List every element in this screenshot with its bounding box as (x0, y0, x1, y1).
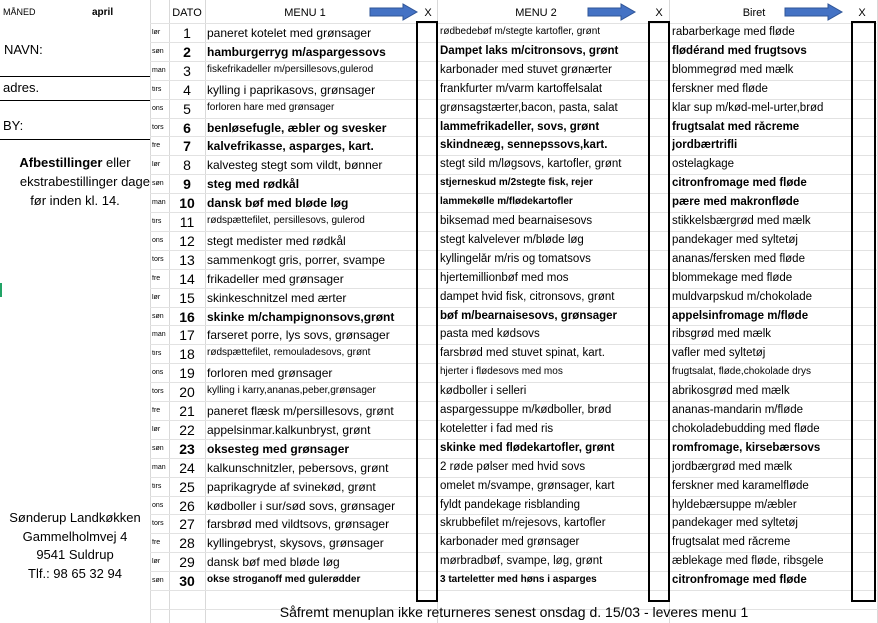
day-number: 27 (179, 516, 195, 533)
dessert-dish[interactable]: jordbærgrød med mælk (672, 460, 793, 473)
dessert-dish[interactable]: citronfromage med fløde (672, 574, 807, 587)
menu1-dish[interactable]: rødspættefilet, persillesovs, gulerod (207, 215, 365, 226)
day-number: 18 (179, 346, 195, 363)
dessert-dish[interactable]: romfromage, kirsebærsovs (672, 441, 821, 454)
dessert-dish[interactable]: rabarberkage med fløde (672, 26, 795, 38)
arrow-right-icon (784, 3, 844, 21)
menu2-dish[interactable]: pasta med kødsovs (440, 328, 540, 341)
day-number: 3 (183, 62, 191, 79)
weekday-label: lør (152, 293, 161, 301)
dessert-select-column[interactable] (851, 21, 876, 602)
weekday-label: man (152, 199, 166, 207)
grid-line (205, 0, 206, 623)
order-note-line3: før inden kl. 14. (30, 193, 120, 208)
menu2-dish[interactable]: koteletter i fad med ris (440, 422, 554, 435)
day-number: 22 (179, 421, 195, 438)
menu2-dish[interactable]: Dampet laks m/citronsovs, grønt (440, 44, 619, 57)
grid-row-line (150, 231, 878, 232)
weekday-label: fre (152, 407, 161, 414)
grid-row-line (150, 61, 878, 62)
grid-row-line (150, 80, 878, 81)
arrow-right-icon (369, 3, 419, 21)
grid-row-line (150, 401, 878, 402)
x1-header: X (424, 7, 432, 19)
city-underline (0, 139, 150, 140)
menu1-dish[interactable]: benløsefugle, æbler og svesker (207, 120, 387, 135)
grid-row-line (150, 269, 878, 270)
order-note-line1: Afbestillinger eller (19, 155, 131, 170)
name-underline (0, 76, 150, 77)
weekday-label: ons (152, 104, 164, 112)
dessert-dish[interactable]: flødérand med frugtsovs (672, 44, 807, 57)
weekday-label: ons (152, 501, 164, 509)
dato-header: DATO (172, 7, 202, 19)
grid-row-line (150, 288, 878, 289)
day-number: 14 (179, 270, 195, 287)
day-number: 4 (183, 81, 191, 98)
menu2-dish[interactable]: dampet hvid fisk, citronsovs, grønt (440, 290, 615, 303)
menu2-dish[interactable]: bøf m/bearnaisesovs, grønsager (440, 309, 618, 322)
weekday-label: søn (152, 312, 164, 320)
menu1-dish[interactable]: farseret porre, lys sovs, grønsager (207, 328, 390, 343)
menu2-dish[interactable]: fyldt pandekage risblanding (440, 498, 581, 511)
menu2-dish[interactable]: karbonader med grønsager (440, 536, 580, 549)
dessert-dish[interactable]: jordbærtrifli (672, 139, 738, 152)
dessert-dish[interactable]: pandekager med syltetøj (672, 517, 798, 530)
weekday-label: fre (152, 142, 161, 150)
dessert-dish[interactable]: stikkelsbærgrød med mælk (672, 215, 811, 227)
day-number: 26 (179, 497, 195, 514)
day-number: 25 (179, 478, 195, 495)
grid-row-line (150, 118, 878, 119)
grid-row-line (150, 552, 878, 553)
day-number: 8 (183, 157, 191, 174)
menu1-dish[interactable]: kylling i karry,ananas,peber,grønsager (207, 385, 376, 397)
company-city: 9541 Suldrup (36, 547, 114, 562)
menu2-dish[interactable]: skrubbefilet m/rejesovs, kartofler (440, 517, 606, 530)
menu2-dish[interactable]: 3 tarteletter med høns i asparges (440, 574, 597, 586)
day-number: 1 (183, 25, 191, 41)
day-number: 23 (179, 440, 195, 457)
menu2-dish[interactable]: grønsagstærter,bacon, pasta, salat (440, 101, 618, 114)
menu1-dish[interactable]: dansk bøf med bløde løg (207, 196, 349, 211)
selection-marker (0, 283, 2, 297)
menu1-dish[interactable]: forloren med grønsager (207, 366, 333, 381)
weekday-label: tirs (152, 85, 162, 93)
menu2-select-column[interactable] (648, 21, 670, 602)
weekday-label: søn (152, 444, 164, 452)
dessert-dish[interactable]: chokoladebudding med fløde (672, 422, 820, 435)
grid-row-line (150, 514, 878, 515)
grid-row-line (150, 590, 878, 591)
weekday-label: tirs (152, 482, 162, 490)
menu1-dish[interactable]: skinke m/champignonsovs,grønt (207, 309, 395, 324)
grid-row-line (150, 23, 878, 24)
weekday-label: søn (152, 180, 164, 188)
footer-note: Såfremt menuplan ikke returneres senest onsdag d. 15/03 - leveres menu 1 (279, 604, 749, 620)
day-number: 20 (179, 384, 195, 401)
menu1-dish[interactable]: appelsinmar.kalkunbryst, grønt (207, 422, 371, 437)
dessert-dish[interactable]: klar sup m/kød-mel-urter,brød (672, 101, 824, 114)
month-value[interactable]: april (92, 7, 114, 18)
x2-header: X (655, 7, 663, 19)
dessert-dish[interactable]: frugtsalat med råcreme (672, 120, 800, 133)
grid-row-line (150, 307, 878, 308)
day-number: 24 (179, 459, 195, 476)
dessert-dish[interactable]: ostelagkage (672, 158, 735, 171)
menu1-dish[interactable]: frikadeller med grønsager (207, 271, 344, 286)
day-number: 7 (183, 138, 191, 155)
company-name: Sønderup Landkøkken (9, 510, 141, 525)
grid-row-line (150, 477, 878, 478)
day-number: 12 (179, 232, 195, 249)
dessert-dish[interactable]: ferskner med karamelfløde (672, 479, 809, 492)
weekday-label: tors (152, 123, 164, 131)
menu1-dish[interactable]: okse stroganoff med gulerødder (207, 574, 361, 586)
day-number: 21 (179, 403, 195, 419)
menu1-dish[interactable]: kalvesteg stegt som vildt, bønner (207, 158, 383, 173)
grid-row-line (150, 344, 878, 345)
grid-row-line (150, 250, 878, 251)
dessert-dish[interactable]: pandekager med syltetøj (672, 233, 798, 246)
menu1-dish[interactable]: rødspættefilet, remouladesovs, grønt (207, 347, 371, 359)
menu2-dish[interactable]: aspargessuppe m/kødboller, brød (440, 404, 612, 416)
weekday-label: søn (152, 47, 164, 55)
day-number: 16 (179, 308, 195, 325)
arrow-right-icon (587, 3, 637, 21)
day-number: 17 (179, 327, 195, 344)
menu2-dish[interactable]: stegt kalvelever m/bløde løg (440, 233, 584, 246)
day-number: 29 (179, 554, 195, 571)
day-number: 6 (183, 119, 191, 136)
menu1-dish[interactable]: dansk bøf med bløde løg (207, 555, 340, 570)
dessert-dish[interactable]: pære med makronfløde (672, 196, 800, 209)
weekday-label: fre (152, 274, 161, 282)
grid-row-line (150, 212, 878, 213)
weekday-label: søn (152, 577, 164, 585)
weekday-label: tors (152, 255, 164, 263)
grid-row-line (150, 420, 878, 421)
day-number: 2 (183, 43, 191, 60)
menu2-dish[interactable]: skinke med flødekartofler, grønt (440, 441, 615, 454)
menu1-dish[interactable]: fiskefrikadeller m/persillesovs,gulerod (207, 63, 374, 75)
weekday-label: ons (152, 236, 164, 244)
day-number: 10 (179, 195, 195, 212)
day-number: 30 (179, 573, 195, 590)
day-number: 15 (179, 289, 195, 306)
menu1-select-column[interactable] (416, 21, 438, 602)
menu3-header: Biret (742, 7, 766, 19)
grid-row-line (150, 363, 878, 364)
weekday-label: tirs (152, 218, 162, 225)
menu2-dish[interactable]: farsbrød med stuvet spinat, kart. (440, 347, 605, 360)
menu1-dish[interactable]: sammenkogt gris, porrer, svampe (207, 252, 386, 267)
name-label: NAVN: (4, 42, 43, 57)
day-number: 13 (179, 251, 195, 268)
weekday-label: lør (152, 161, 161, 169)
company-street: Gammelholmvej 4 (22, 529, 128, 544)
menu1-dish[interactable]: paneret flæsk m/persillesovs, grønt (207, 404, 394, 418)
menu2-dish[interactable]: mørbradbøf, svampe, løg, grønt (440, 555, 603, 568)
grid-row-line (150, 99, 878, 100)
menu2-dish[interactable]: hjertemillionbøf med mos (440, 271, 569, 284)
company-phone: Tlf.: 98 65 32 94 (28, 566, 122, 581)
menu1-dish[interactable]: farsbrød med vildtsovs, grønsager (207, 517, 390, 532)
dessert-dish[interactable]: appelsinfromage m/fløde (672, 309, 809, 322)
menu2-dish[interactable]: lammefrikadeller, sovs, grønt (440, 120, 600, 133)
menu1-header: MENU 1 (284, 7, 326, 19)
weekday-label: lør (152, 29, 161, 36)
menu2-header: MENU 2 (515, 7, 557, 19)
menu2-dish[interactable]: biksemad med bearnaisesovs (440, 215, 593, 227)
menu2-dish[interactable]: kyllingelår m/ris og tomatsovs (440, 252, 591, 265)
menu2-dish[interactable]: stjerneskud m/2stegte fisk, rejer (440, 177, 593, 189)
day-number: 19 (179, 365, 195, 382)
weekday-label: lør (152, 425, 161, 433)
dessert-dish[interactable]: citronfromage med fløde (672, 177, 807, 190)
menu1-dish[interactable]: kyllingebryst, skysovs, grønsager (207, 536, 384, 551)
dessert-dish[interactable]: hyldebærsuppe m/æbler (672, 498, 797, 511)
menu1-dish[interactable]: kalkunschnitzler, pebersovs, grønt (207, 460, 389, 475)
menu2-dish[interactable]: hjerter i flødesovs med mos (440, 366, 563, 378)
dessert-dish[interactable]: abrikosgrød med mælk (672, 385, 790, 398)
menu1-dish[interactable]: hamburgerryg m/aspargessovs (207, 44, 386, 59)
menu1-dish[interactable]: paprikagryde af svinekød, grønt (207, 479, 376, 494)
menu1-dish[interactable]: kalvefrikasse, asparges, kart. (207, 139, 374, 154)
dessert-dish[interactable]: ferskner med fløde (672, 82, 768, 95)
menu1-dish[interactable]: steg med rødkål (207, 177, 300, 192)
menu2-dish[interactable]: 2 røde pølser med hvid sovs (440, 460, 586, 473)
month-label: MÅNED (3, 7, 36, 17)
menu2-dish[interactable]: lammekølle m/flødekartofler (440, 196, 573, 208)
weekday-label: man (152, 463, 166, 471)
menu2-dish[interactable]: skindneæg, sennepssovs,kart. (440, 139, 608, 152)
day-number: 28 (179, 535, 195, 552)
dessert-dish[interactable]: ribsgrød med mælk (672, 328, 772, 341)
grid-row-line (150, 571, 878, 572)
menu2-dish[interactable]: kødboller i selleri (440, 385, 527, 398)
grid-row-line (150, 325, 878, 326)
grid-row-line (150, 42, 878, 43)
dessert-dish[interactable]: blommegrød med mælk (672, 63, 794, 76)
dessert-dish[interactable]: blommekage med fløde (672, 271, 793, 284)
x3-header: X (858, 7, 866, 19)
dessert-dish[interactable]: æblekage med fløde, ribsgele (672, 555, 824, 568)
grid-row-line (150, 439, 878, 440)
grid-row-line (150, 174, 878, 175)
order-note-line2: ekstrabestillinger dage (19, 174, 150, 189)
grid-row-line (150, 533, 878, 534)
address-underline (0, 100, 150, 101)
grid-row-line (150, 496, 878, 497)
menu1-dish[interactable]: forloren hare med grønsager (207, 101, 335, 113)
weekday-label: man (152, 66, 166, 74)
weekday-label: lør (152, 558, 161, 566)
day-number: 9 (183, 176, 191, 193)
grid-row-line (150, 382, 878, 383)
weekday-label: tors (152, 388, 164, 396)
menu1-dish[interactable]: skinkeschnitzel med ærter (207, 290, 347, 305)
menu1-dish[interactable]: kødboller i sur/sød sovs, grønsager (207, 498, 396, 513)
grid-row-line (150, 193, 878, 194)
dessert-dish[interactable]: frugtsalat med råcreme (672, 536, 791, 549)
address-label: adres. (3, 80, 40, 95)
weekday-label: fre (152, 539, 161, 547)
grid-row-line (150, 155, 878, 156)
grid-row-line (150, 458, 878, 459)
menu1-dish[interactable]: paneret kotelet med grønsager (207, 26, 372, 40)
dessert-dish[interactable]: frugtsalat, fløde,chokolade drys (672, 366, 811, 378)
menu2-dish[interactable]: omelet m/svampe, grønsager, kart (440, 479, 615, 492)
menu2-dish[interactable]: karbonader med stuvet grønærter (440, 63, 612, 76)
dessert-dish[interactable]: muldvarpskud m/chokolade (672, 290, 812, 303)
weekday-label: ons (152, 369, 164, 377)
day-number: 5 (183, 100, 191, 117)
menu2-dish[interactable]: stegt sild m/løgsovs, kartofler, grønt (440, 158, 622, 171)
weekday-label: man (152, 331, 166, 339)
weekday-label: tirs (152, 350, 162, 358)
weekday-label: tors (152, 520, 164, 528)
dessert-dish[interactable]: ananas-mandarin m/fløde (672, 404, 804, 416)
menu1-dish[interactable]: stegt medister med rødkål (207, 233, 346, 248)
grid-row-line (150, 136, 878, 137)
city-label: BY: (3, 118, 24, 133)
menu1-dish[interactable]: kylling i paprikasovs, grønsager (207, 82, 376, 97)
menu1-dish[interactable]: oksesteg med grønsager (207, 441, 350, 456)
menu2-dish[interactable]: rødbedebøf m/stegte kartofler, grønt (440, 26, 601, 37)
dessert-dish[interactable]: vafler med syltetøj (672, 347, 766, 360)
dessert-dish[interactable]: ananas/fersken med fløde (672, 252, 805, 265)
day-number: 11 (179, 214, 195, 230)
menu2-dish[interactable]: frankfurter m/varm kartoffelsalat (440, 82, 603, 95)
